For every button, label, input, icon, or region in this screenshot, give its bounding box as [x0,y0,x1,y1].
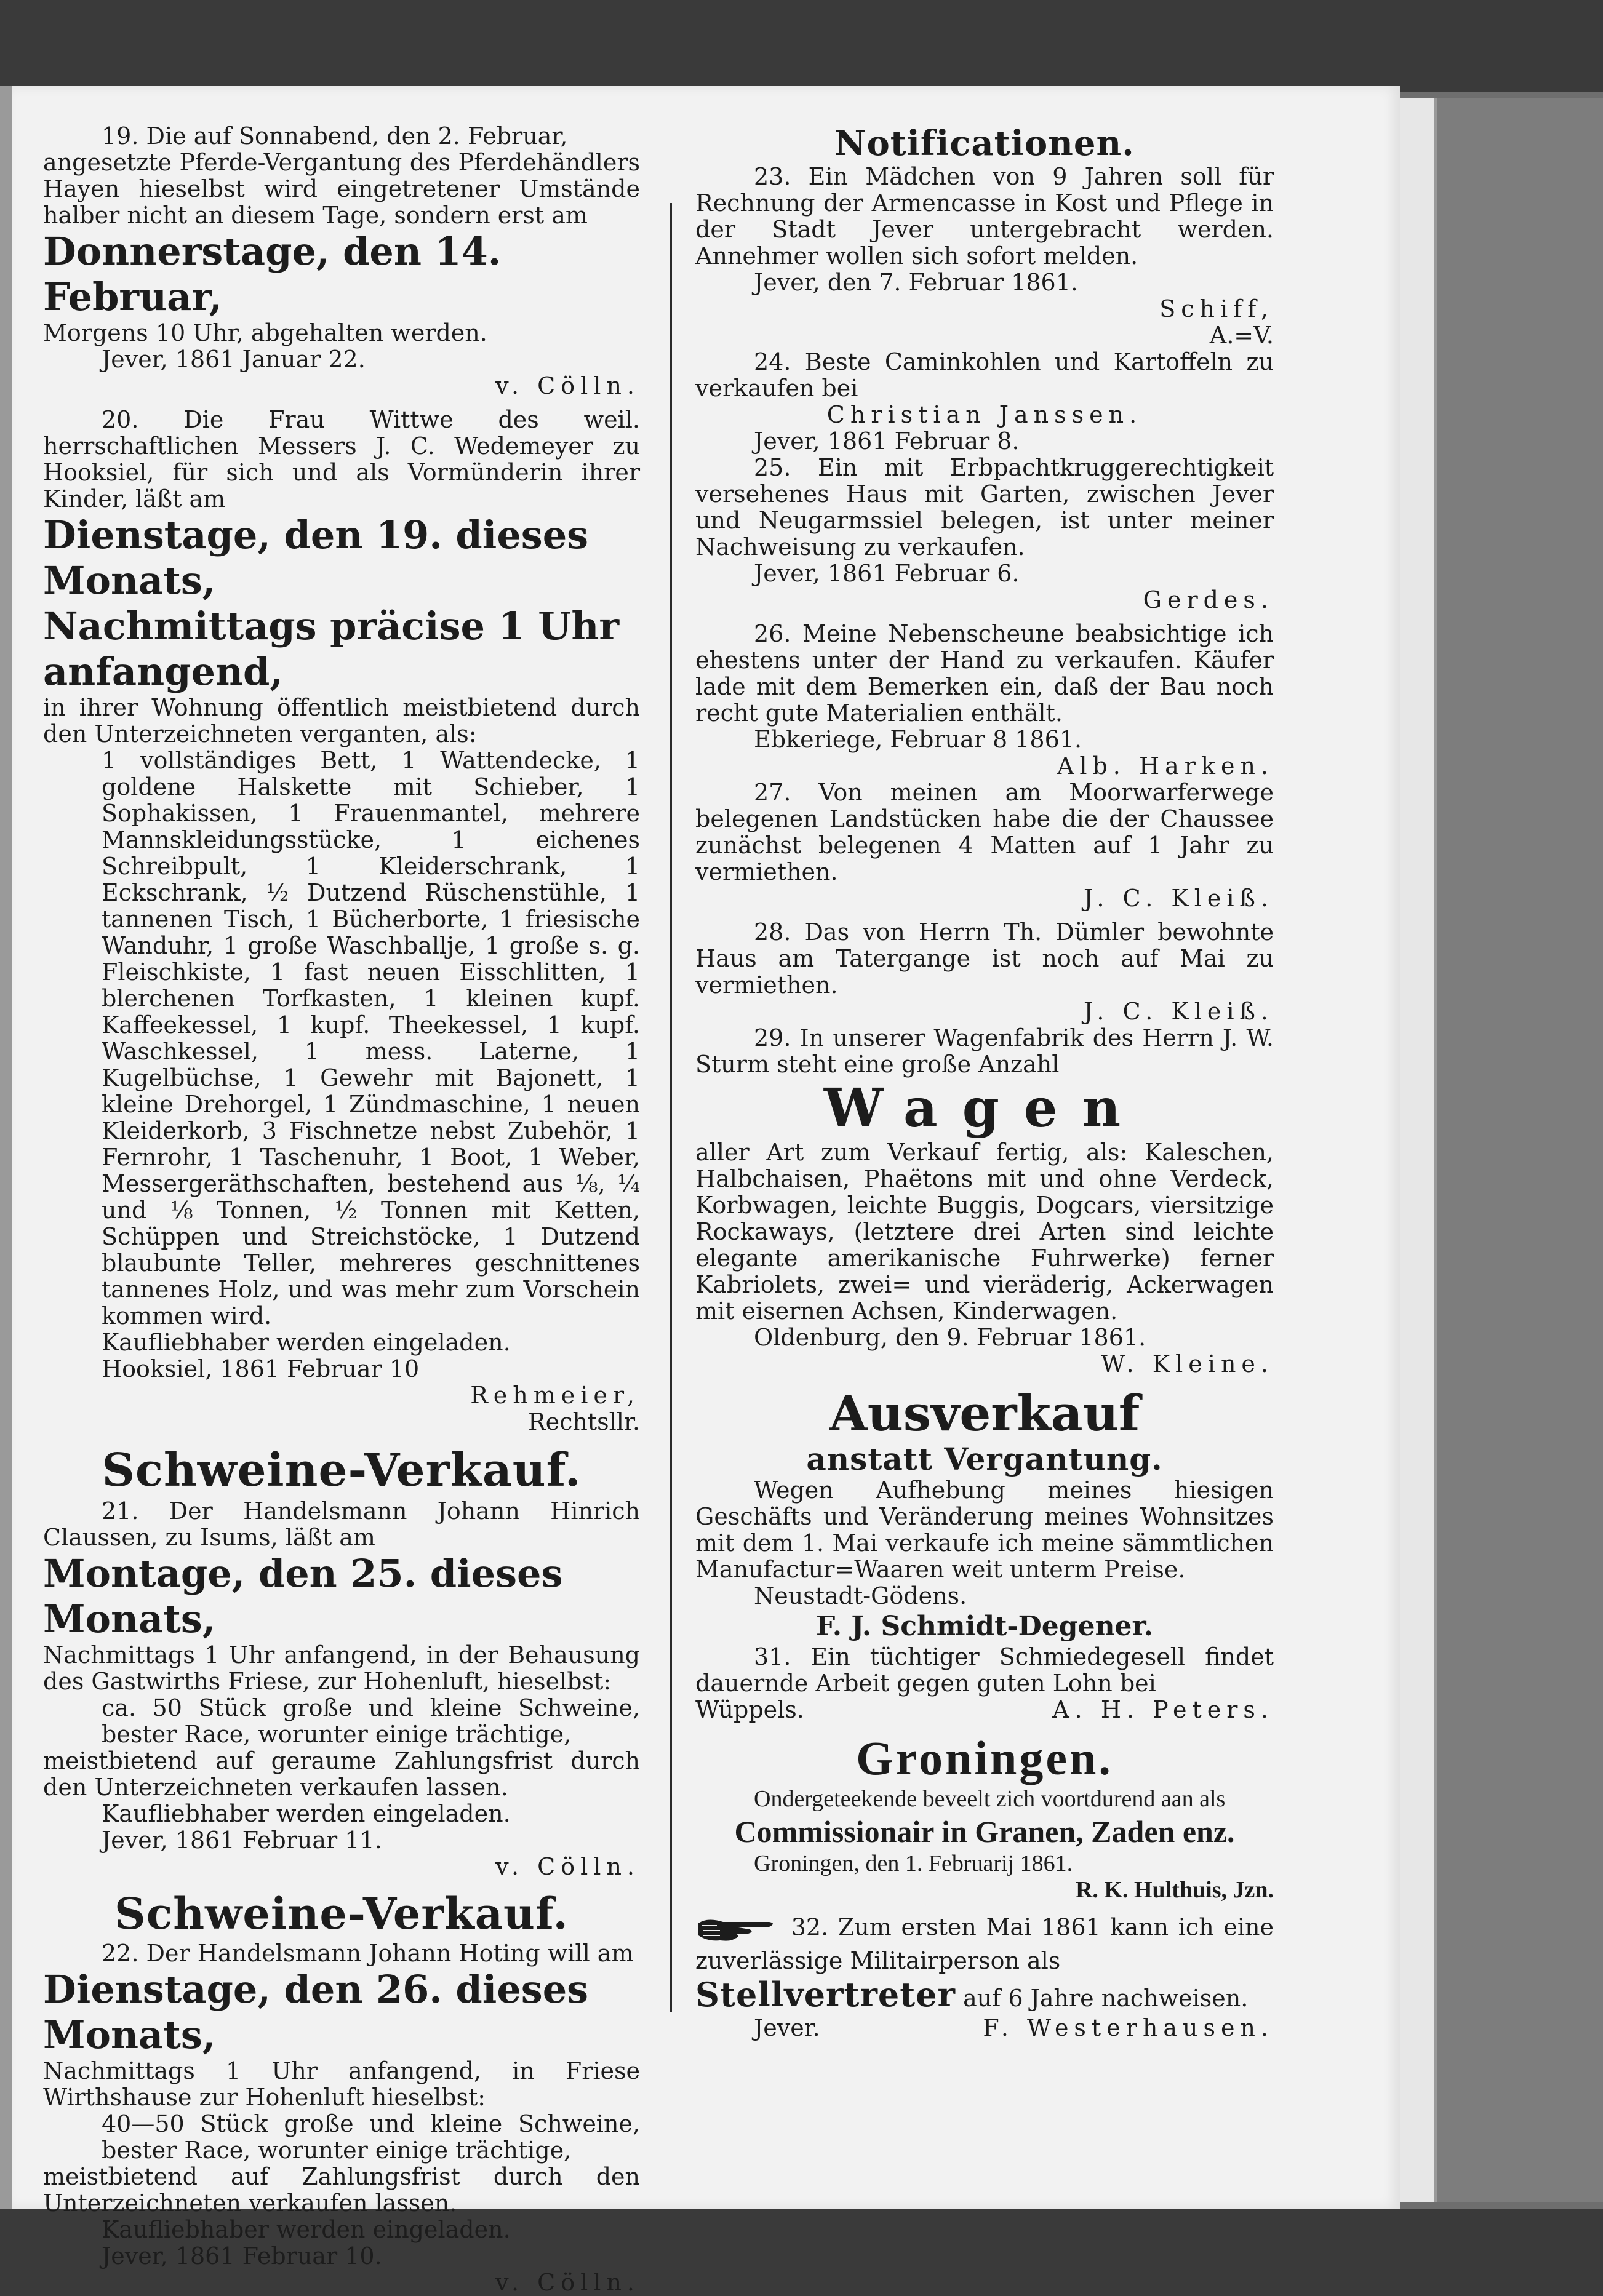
notice-20-buyers: Kaufliebhaber werden eingeladen. [102,1329,511,1356]
notice-21-text3: meistbietend auf geraume Zahlungsfrist durch den Unterzeichneten verkaufen lassen. [43,1747,640,1801]
groningen-signature: R. K. Hulthuis, Jzn. [1075,1877,1274,1903]
notice-22-buyers: Kaufliebhaber werden eingeladen. [102,2216,511,2243]
notice-28-signature: J. C. Kleiß. [1084,998,1274,1025]
notice-32-place-sign [695,2015,1274,2041]
notice-20-text: 20. Die Frau Wittwe des weil. herrschaftlichen Messers J. C. Wedemeyer zu Hooksiel, für sich und als Vormünderin ihrer Kinder, läßt am [43,406,640,512]
heading-schweine-verkauf-1: Schweine-Verkauf. [102,1444,582,1497]
notice-21-signature: v. Cölln. [495,1853,640,1880]
notice-30-place: Neustadt-Gödens. [754,1582,967,1609]
notice-29-place: Oldenburg, den 9. Februar 1861. [754,1324,1146,1351]
notice-22-signature: v. Cölln. [495,2269,640,2296]
notice-32-place: Jever. [754,2014,820,2041]
notice-28-text: 28. Das von Herrn Th. Dümler bewohnte Haus am Tatergange ist noch auf Mai zu vermiethen. [695,919,1274,999]
notice-24-place: Jever, 1861 Februar 8. [754,428,1020,455]
notice-23-place: Jever, den 7. Februar 1861. [754,269,1078,296]
notice-20-items: 1 vollständiges Bett, 1 Wattendecke, 1 goldene Halskette mit Schieber, 1 Sophakissen, 1 Frauenmantel, mehrere Mannskleidungsstücke, 1 eichenes Schreibpult, 1 Kleiderschrank, 1 Eckschrank, ½ Dutzend Rüschenstühle, 1 tannenen Tisch, 1 Bücherborte, 1 friesische Wanduhr, 1 große Waschballje, 1 große s. g. Fleischkiste, 1 fast neuen Eisschlitten, 1 blerchenen Torfkasten, 1 kleinen kupf. Kaffeekessel, 1 kupf. Theekessel, 1 kupf. Waschkessel, 1 mess. Laterne, 1 Kugelbüchse, 1 Gewehr mit Bajonett, 1 kleine Drehorgel, 1 Zündmaschine, 1 neuen Kleiderkorb, 3 Fischnetze nebst Zubehör, 1 Fernrohr, 1 Taschenuhr, 1 Boot, 1 Weber, Messergeräthschaften, bestehend aus ⅛, ¼ und ⅛ Tonnen, ½ Tonnen mit Ketten, Schüppen und Streichstöcke, 1 Dutzend blaubunte Teller, mehreres geschnittenes tannenes Holz, und was mehr zum Vorschein kommen wird. [102,747,640,1329]
notice-31-place: Wüppels. [695,1696,804,1723]
notice-27-text: 27. Von meinen am Moorwarferwege belegenen Landstücken habe die der Chaussee zunächst belegenen 4 Matten auf 1 Jahr zu vermiethen. [695,779,1274,885]
notice-25-signature: Gerdes. [1143,586,1274,613]
notice-29-signature: W. Kleine. [1101,1350,1274,1377]
notice-24-text: 24. Beste Caminkohlen und Kartoffeln zu verkaufen bei [695,348,1274,402]
notice-20-place: Hooksiel, 1861 Februar 10 [102,1355,420,1382]
notice-21-items: ca. 50 Stück große und kleine Schweine, bester Race, worunter einige trächtige, [102,1694,640,1748]
heading-schweine-verkauf-2: Schweine-Verkauf. [114,1888,569,1939]
page-left-edge [0,86,12,2209]
notice-26-place: Ebkeriege, Februar 8 1861. [754,726,1082,753]
notice-32-heading-stellvertreter: Stellvertreter [695,1975,956,2014]
notice-32-signature: F. Westerhausen. [983,2014,1274,2041]
notice-29-text: 29. In unserer Wagenfabrik des Herrn J. W. Sturm steht eine große Anzahl [695,1024,1274,1078]
notice-20-time: Nachmittags präcise 1 Uhr anfangend, [43,604,620,694]
notice-20-text2: in ihrer Wohnung öffentlich meistbietend durch den Unterzeichneten verganten, als: [43,694,640,747]
groningen-text: Ondergeteekende beveelt zich voortdurend aan als [754,1786,1226,1812]
notice-21-date: Montage, den 25. dieses Monats, [43,1551,563,1641]
notice-21-text: 21. Der Handelsmann Johann Hinrich Claussen, zu Isums, läßt am [43,1497,640,1551]
notice-22-place: Jever, 1861 Februar 10. [102,2242,382,2270]
notice-25-text: 25. Ein mit Erbpachtkruggerechtigkeit versehenes Haus mit Garten, zwischen Jever und Neugarmssiel belegen, ist unter meiner Nachweisung zu verkaufen. [695,454,1274,560]
notice-26-text: 26. Meine Nebenscheune beabsichtige ich ehestens unter der Hand zu verkaufen. Käufer lade mit dem Bemerken ein, daß der Bau noch recht gute Materialien enthält. [695,620,1274,727]
notice-29-text2: aller Art zum Verkauf fertig, als: Kaleschen, Halbchaisen, Phaëtons mit und ohne Verdeck, Korbwagen, leichte Buggis, Dogcars, viersitzige Rockaways, (letztere drei Arten sind leichte elegante amerikanische Fuhrwerke) ferner Kabriolets, zwei= und vieräderig, Ackerwagen mit eisernen Achsen, Kinderwagen. [695,1139,1274,1325]
notice-20-signature-title: Rechtsllr. [527,1408,640,1435]
page-stack [1400,98,1437,2202]
book-edge [1400,92,1603,2209]
notice-19-line1: 19. Die auf Sonnabend, den 2. Februar, [102,122,568,149]
notice-19-signature: v. Cölln. [495,372,640,399]
notice-30-subheading: anstatt Vergantung. [806,1441,1163,1477]
notice-21-buyers: Kaufliebhaber werden eingeladen. [102,1800,511,1827]
notice-32-text2: auf 6 Jahre nachweisen. [963,1985,1249,2012]
notice-26-signature: Alb. Harken. [1057,752,1274,779]
notice-31-signature: A. H. Peters. [1052,1696,1274,1723]
notice-27-signature: J. C. Kleiß. [1084,885,1274,912]
left-column [43,123,640,2296]
notice-19-text: angesetzte Pferde-Vergantung des Pferdehändlers Hayen hieselbst wird eingetretener Umstände halber nicht an diesem Tage, sondern erst am [43,149,640,229]
column-rule [670,203,672,2012]
notice-22-items: 40—50 Stück große und kleine Schweine, bester Race, worunter einige trächtige, [102,2110,640,2164]
notice-22-text: 22. Der Handelsmann Johann Hoting will am [102,1940,634,1967]
notice-21-text2: Nachmittags 1 Uhr anfangend, in der Behausung des Gastwirths Friese, zur Hohenluft, hieselbst: [43,1641,640,1695]
notice-24-signature: Christian Janssen. [826,401,1143,428]
groningen-commissionair: Commissionair in Granen, Zaden enz. [734,1814,1235,1849]
notice-29-heading-wagen: Wagen [823,1077,1146,1139]
notice-20-date: Dienstage, den 19. dieses Monats, [43,512,589,603]
right-column [695,123,1274,2041]
notice-23-signature: Schiff, [1159,295,1274,322]
pointing-hand-icon [695,1911,782,1948]
notice-25-place: Jever, 1861 Februar 6. [754,560,1020,587]
notice-30-signature: F. J. Schmidt-Degener. [815,1611,1154,1642]
book-cover [1437,98,1603,2202]
notice-20-signature: Rehmeier, [470,1382,640,1409]
notice-22-date: Dienstage, den 26. dieses Monats, [43,1967,589,2057]
notice-32-text: 32. Zum ersten Mai 1861 kann ich eine zuverlässige Militairperson als [695,1913,1274,1974]
notice-23-text: 23. Ein Mädchen von 9 Jahren soll für Rechnung der Armencasse in Kost und Pflege in der Stadt Jever untergebracht werden. Annehmer wollen sich sofort melden. [695,163,1274,269]
notice-32-line2 [695,1974,1274,2015]
notice-19-date: Donnerstage, den 14. Februar, [43,229,502,319]
heading-groningen: Groningen. [856,1731,1113,1785]
notice-21-place: Jever, 1861 Februar 11. [102,1827,382,1854]
notice-30-heading-ausverkauf: Ausverkauf [829,1384,1140,1442]
notice-32-text-line [695,1911,1274,1974]
groningen-place: Groningen, den 1. Februarij 1861. [754,1851,1073,1876]
notice-22-text3: meistbietend auf Zahlungsfrist durch den Unterzeichneten verkaufen lassen. [43,2163,640,2217]
notice-30-text: Wegen Aufhebung meines hiesigen Geschäfts und Veränderung meines Wohnsitzes mit dem 1. Mai verkaufe ich meine sämmtlichen Manufactur=Waaren weit unterm Preise. [695,1477,1274,1583]
notice-31-place-sign [695,1697,1274,1723]
notice-31-text: 31. Ein tüchtiger Schmiedegesell findet dauernde Arbeit gegen guten Lohn bei [695,1643,1274,1697]
heading-notificationen: Notificationen. [834,123,1135,164]
notice-19-time: Morgens 10 Uhr, abgehalten werden. [43,319,487,346]
notice-23-signature-title: A.=V. [1209,322,1274,349]
notice-22-text2: Nachmittags 1 Uhr anfangend, in Friese Wirthshause zur Hohenluft hieselbst: [43,2057,640,2111]
notice-19-place: Jever, 1861 Januar 22. [102,346,366,373]
